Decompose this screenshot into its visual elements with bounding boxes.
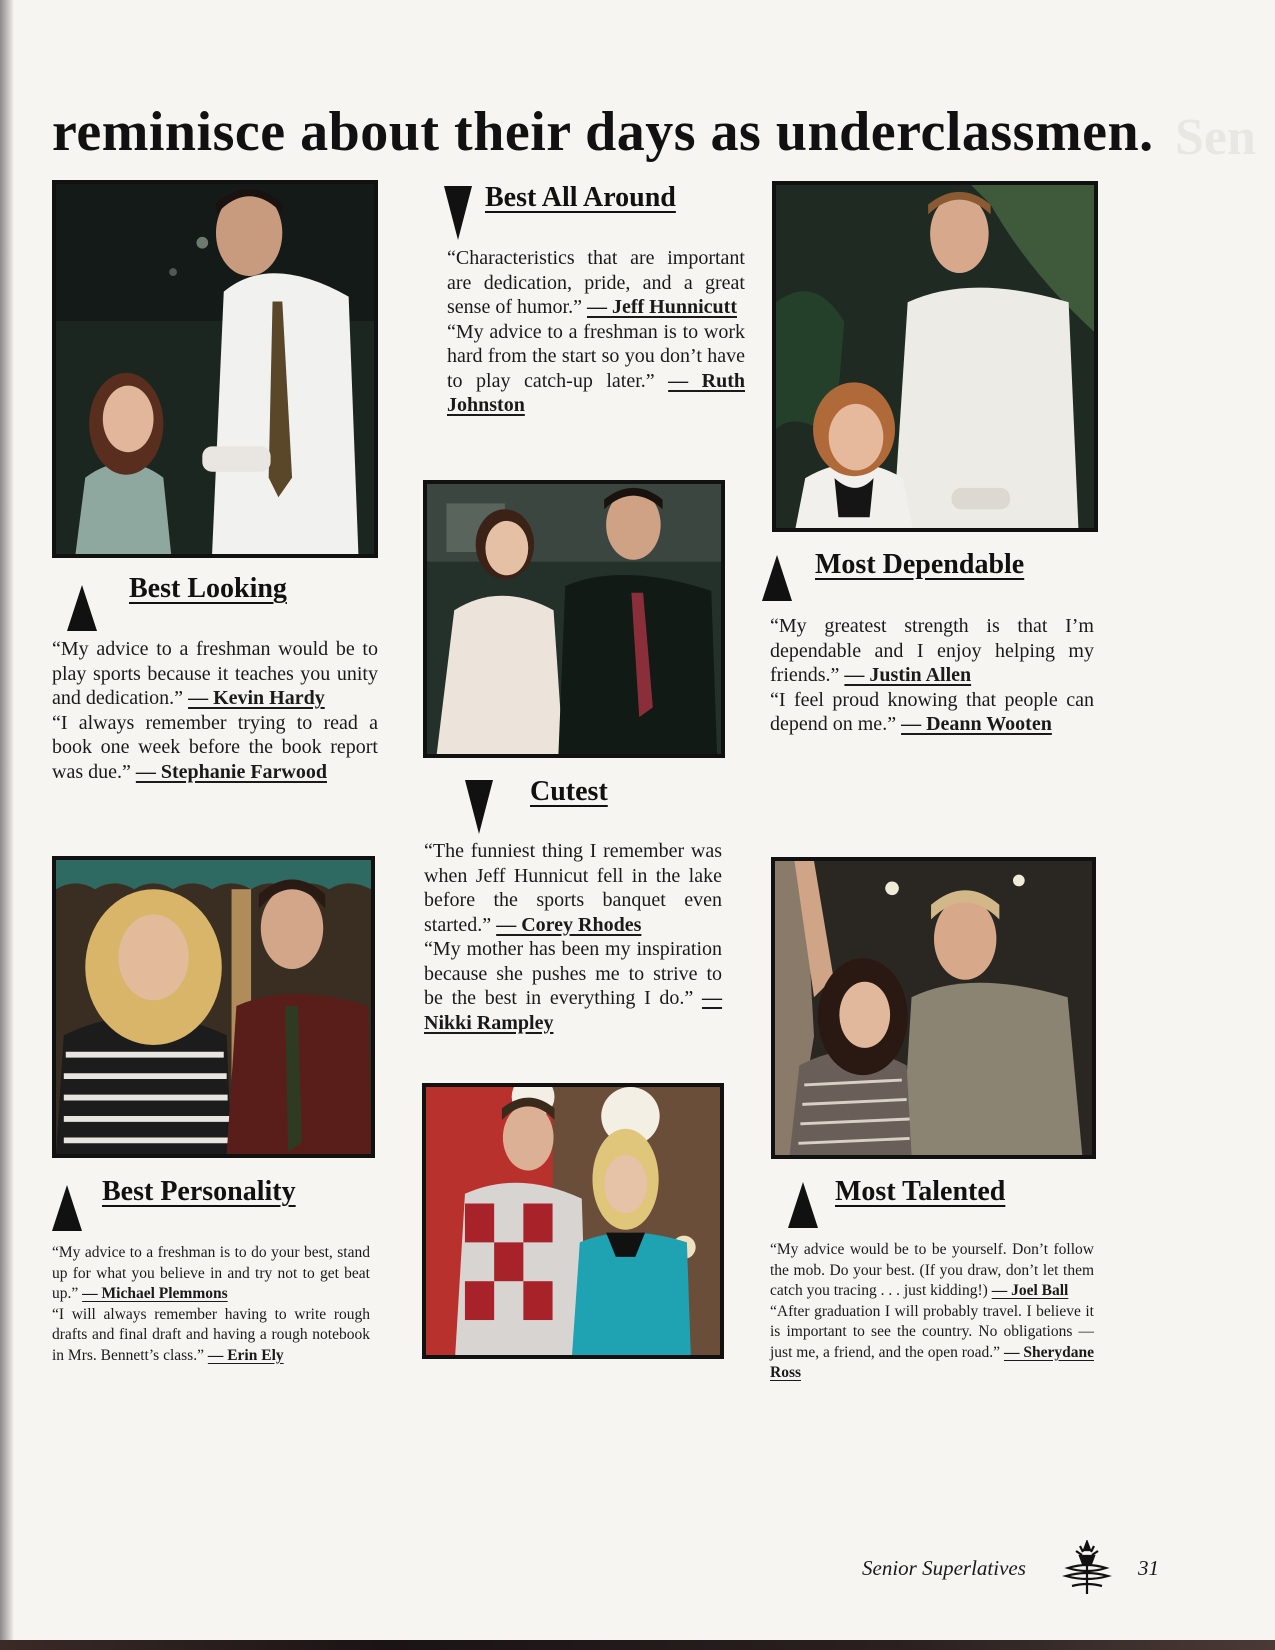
quote-text: “I feel proud knowing that people can depend on me.” bbox=[770, 688, 1094, 735]
quote-author: — Joel Ball bbox=[991, 1282, 1069, 1299]
quote-text: “My mother has been my inspiration because she pushes me to strive to be the best in everything I do.” bbox=[424, 938, 722, 1009]
quote-paragraph bbox=[770, 1240, 1094, 1302]
page-headline: reminisce about their days as underclassmen. bbox=[52, 101, 1154, 163]
quotes-cutest bbox=[424, 839, 722, 1035]
quote-paragraph bbox=[52, 711, 378, 785]
quote-text: “My advice to a freshman is to work hard from the start so you don’t have to play catch-up later.” bbox=[447, 320, 745, 392]
quote-author: — Sherydane Ross bbox=[770, 1343, 1094, 1381]
page-spine-shadow bbox=[0, 0, 14, 1650]
quotes-best-all-around bbox=[447, 246, 745, 418]
page-bottom-edge bbox=[0, 1640, 1275, 1650]
quotes-most-dependable bbox=[770, 614, 1094, 737]
quote-author: — Kevin Hardy bbox=[188, 687, 325, 709]
quote-paragraph bbox=[447, 246, 745, 320]
quote-text: “After graduation I will probably travel. I believe it is important to see the country. No obligations — just me, a friend, and the open road.” bbox=[770, 1302, 1094, 1361]
quote-author: — Jeff Hunnicutt bbox=[586, 296, 737, 318]
photo-most-talented bbox=[771, 857, 1096, 1159]
triangle-up-icon bbox=[67, 585, 97, 631]
quote-text: “I will always remember having to write rough drafts and final draft and having a rough notebook in Mrs. Bennett’s class.” bbox=[52, 1305, 370, 1364]
quotes-most-talented bbox=[770, 1240, 1094, 1384]
quote-author: — Michael Plemmons bbox=[82, 1285, 228, 1302]
photo-cutest bbox=[423, 480, 725, 758]
title-most-dependable: Most Dependable bbox=[815, 549, 1025, 580]
quote-author: — Ruth Johnston bbox=[447, 369, 745, 416]
quote-author: — Erin Ely bbox=[207, 1346, 284, 1364]
photo-best-looking bbox=[52, 180, 378, 558]
quote-author: — Nikki Rampley bbox=[424, 987, 723, 1034]
photo-best-personality bbox=[52, 856, 375, 1158]
photo-most-dependable bbox=[772, 181, 1098, 532]
title-best-looking: Best Looking bbox=[129, 573, 287, 604]
quote-paragraph bbox=[424, 839, 722, 937]
quote-paragraph bbox=[52, 1305, 370, 1367]
quote-paragraph bbox=[424, 937, 722, 1035]
title-cutest: Cutest bbox=[530, 776, 608, 807]
triangle-down-icon bbox=[465, 780, 493, 834]
photo-cutest-2 bbox=[422, 1083, 724, 1359]
quote-text: “My greatest strength is that I’m dependable and I enjoy helping my friends.” bbox=[770, 615, 1094, 686]
title-most-talented: Most Talented bbox=[835, 1176, 1006, 1207]
quotes-best-looking bbox=[52, 637, 378, 784]
quote-author: — Justin Allen bbox=[844, 664, 972, 686]
quote-paragraph bbox=[52, 1243, 370, 1305]
quote-text: “Characteristics that are important are dedication, pride, and a great sense of humor.” bbox=[447, 247, 745, 318]
quote-paragraph bbox=[770, 688, 1094, 737]
bleed-through-text: Sen bbox=[1175, 109, 1256, 166]
quote-paragraph bbox=[770, 614, 1094, 688]
quote-author: — Deann Wooten bbox=[901, 713, 1052, 735]
quote-text: “My advice would be to be yourself. Don’t follow the mob. Do your best. (If you draw, don’t let them catch you tracing . . . just kidding!) bbox=[770, 1241, 1094, 1299]
quote-author: — Stephanie Farwood bbox=[135, 760, 327, 783]
torch-emblem-icon bbox=[1062, 1540, 1112, 1596]
quote-author: — Corey Rhodes bbox=[496, 913, 642, 936]
quote-text: “My advice to a freshman would be to play sports because it teaches you unity and dedication.” bbox=[52, 638, 378, 709]
quote-text: “My advice to a freshman is to do your best, stand up for what you believe in and try not to get beat up.” bbox=[52, 1244, 370, 1302]
quote-paragraph bbox=[447, 320, 745, 418]
title-best-personality: Best Personality bbox=[102, 1176, 296, 1207]
quotes-best-personality bbox=[52, 1243, 370, 1366]
triangle-up-icon bbox=[762, 555, 792, 601]
quote-paragraph bbox=[52, 637, 378, 711]
footer-section-label: Senior Superlatives bbox=[862, 1556, 1026, 1580]
triangle-up-icon bbox=[52, 1185, 82, 1231]
title-best-all-around: Best All Around bbox=[485, 182, 676, 213]
quote-paragraph bbox=[770, 1302, 1094, 1384]
triangle-down-icon bbox=[444, 186, 472, 240]
quote-text: “The funniest thing I remember was when Jeff Hunnicut fell in the lake before the sports banquet even started.” bbox=[424, 840, 722, 936]
page-number: 31 bbox=[1138, 1556, 1159, 1580]
quote-text: “I always remember trying to read a book one week before the book report was due.” bbox=[52, 711, 378, 783]
triangle-up-icon bbox=[788, 1182, 818, 1228]
